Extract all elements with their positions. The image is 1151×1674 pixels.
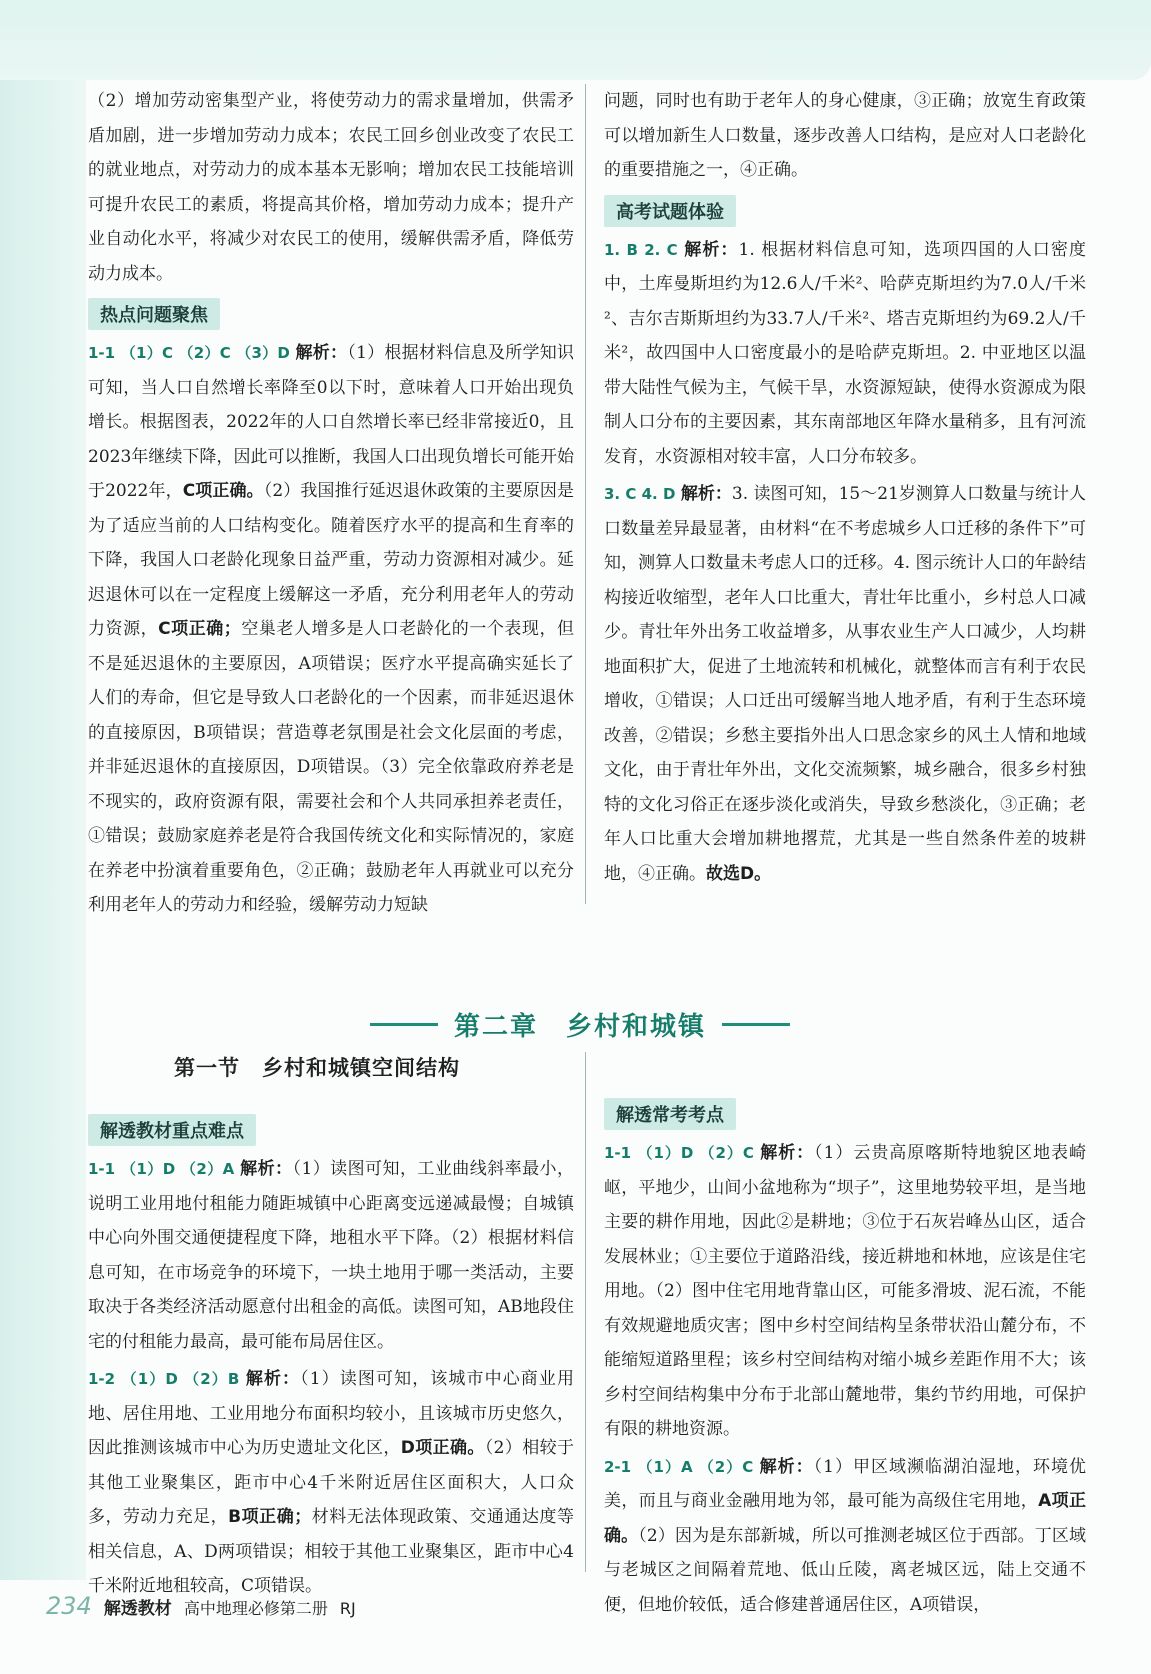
analysis-label: 解析： <box>759 1456 814 1477</box>
answer-key: （1）D （2）C <box>637 1144 754 1162</box>
page-number: 234 <box>46 1592 92 1620</box>
analysis-label: 解析： <box>245 1369 301 1389</box>
analysis-text: 1. 根据材料信息可知，选项四国的人口密度中，土库曼斯坦约为12.6人/千米²、哈萨克斯坦约为7.0人/千米²、吉尔吉斯斯坦约为33.7人/千米²、塔吉克斯坦约为69.2人/千米²，故四国中人口密度最小的是哈萨克斯坦。2. 中亚地区以温带大陆性气候为主，气候干旱，水资源短缺，使得水资源成为限制人口分布的主要因素，其东南部地区年降水量稍多，且有河流发育，水资源相对较丰富，人口分布较多。 <box>604 239 1087 467</box>
question-number: 1-1 <box>88 1160 116 1178</box>
bold-text: C项正确； <box>158 619 241 639</box>
chapter-heading <box>370 1006 790 1043</box>
page-footer <box>46 1592 356 1620</box>
bold-text: D项正确。 <box>400 1438 485 1458</box>
analysis-label: 解析： <box>680 484 732 504</box>
answer-block <box>604 477 1086 891</box>
analysis-text: （2）相较于其他工业聚集区，距市中心4千米附近居住区面积大，人口众多，劳动力充足， <box>88 1438 574 1527</box>
answer-key: （1）D （2）A <box>120 1160 235 1178</box>
analysis-text: 3. 读图可知，15～21岁测算人口数量与统计人口数量差异最显著，由材料“在不考虑城乡人口迁移的条件下”可知，测算人口数量未考虑人口的迁移。4. 图示统计人口的年龄结构接近收缩型，老年人口比重大，青壮年比重小，乡村总人口减少。青壮年外出务工收益增多，从事农业生产人口减少，人均耕地面积扩大，促进了土地流转和机械化，就整体而言有利于农民增收，①错误；人口迁出可缓解当地人地矛盾，有利于生态环境改善，②错误；乡愁主要指外出人口思念家乡的风土人情和地域文化，由于青壮年外出，文化交流频繁，城乡融合，很多乡村独特的文化习俗正在逐步淡化或消失，导致乡愁淡化，③正确；老年人口比重大会增加耕地撂荒，尤其是一些自然条件差的坡耕地，④正确。 <box>604 484 1087 884</box>
question-number: 2-1 <box>604 1457 632 1476</box>
analysis-text: （1）云贵高原喀斯特地貌区地表崎岖，平地少，山间小盆地称为“坝子”，这里地势较平坦，是当地主要的耕作用地，因此②是耕地；③位于石灰岩峰丛山区，适合发展林业；①主要位于道路沿线，接近耕地和林地，应该是住宅用地。（2）图中住宅用地背靠山区，可能多滑坡、泥石流，不能有效规避地质灾害；图中乡村空间结构呈条带状沿山麓分布，不能缩短道路里程；该乡村空间结构对缩小城乡差距作用不大；该乡村空间结构集中分布于北部山麓地带，集约节约用地，可保护有限的耕地资源。 <box>604 1143 1087 1439</box>
book-subject: 高中地理必修第二册 <box>183 1599 328 1618</box>
analysis-text: 空巢老人增多是人口老龄化的一个表现，但不是延迟退休的主要原因，A项错误；医疗水平提高确实延长了人们的寿命，但它是导致人口老龄化的一个因素，而非延迟退休的直接原因，B项错误；营造尊老氛围是社会文化层面的考虑，并非延迟退休的直接原因，D项错误。（3）完全依靠政府养老是不现实的，政府资源有限，需要社会和个人共同承担养老责任，①错误；鼓励家庭养老是符合我国传统文化和实际情况的，家庭在养老中扮演着重要角色，②正确；鼓励老年人再就业可以充分利用老年人的劳动力和经验，缓解劳动力短缺 <box>88 619 575 915</box>
analysis-text: （2）因为是东部新城，所以可推测老城区位于西部。丁区域与老城区之间隔着荒地、低山丘陵，离老城区远，陆上交通不便，但地价较低，适合修建普通居住区，A项错误， <box>604 1525 1086 1615</box>
answer-block <box>88 1362 574 1604</box>
bold-text: 故选D。 <box>706 863 772 884</box>
analysis-label: 解析： <box>760 1143 815 1163</box>
answer-key: （1）C （2）C （3）D <box>120 344 290 362</box>
question-number: 1-1 <box>88 344 116 362</box>
analysis-text: （1）甲区域濒临湖泊湿地，环境优美，而且与商业金融用地为邻，最可能为高级住宅用地， <box>604 1456 1087 1511</box>
left-column-top <box>88 84 574 926</box>
analysis-text: 材料无法体现政策、交通通达度等相关信息，A、D两项错误；相较于其他工业聚集区，距市中心4千米附近地租较高，C项错误。 <box>88 1507 575 1596</box>
answer-block <box>604 1450 1086 1623</box>
top-decor-band <box>0 0 1151 80</box>
analysis-text: （1）读图可知，工业曲线斜率最小，说明工业用地付租能力随距城镇中心距离变远递减最慢；自城镇中心向外围交通便捷程度下降，地租水平下降。（2）根据材料信息可知，在市场竞争的环境下，一块土地用于哪一类活动，主要取决于各类经济活动愿意付出租金的高低。读图可知，AB地段住宅的付租能力最高，最可能布局居住区。 <box>88 1159 575 1352</box>
chapter-rule-right <box>722 1023 790 1026</box>
paragraph: （2）增加劳动密集型产业，将使劳动力的需求量增加，供需矛盾加剧，进一步增加劳动力成本；农民工回乡创业改变了农民工的就业地点，对劳动力的成本基本无影响；增加农民工技能培训可提升农民工的素质，将提高其价格，增加劳动力成本；提升产业自动化水平，将减少对农民工的使用，缓解供需矛盾，降低劳动力成本。 <box>88 91 574 284</box>
question-number: 1. B 2. C <box>604 240 678 259</box>
question-number: 3. C 4. D <box>604 485 676 503</box>
bold-text: A项正确。 <box>604 1491 1086 1546</box>
answer-block <box>88 1152 574 1359</box>
analysis-text: （1）读图可知，该城市中心商业用地、居住用地、工业用地分布面积均较小，且该城市历史悠久，因此推测该城市中心为历史遗址文化区， <box>88 1369 575 1458</box>
column-divider-bottom <box>585 1052 586 1572</box>
analysis-label: 解析： <box>684 239 739 260</box>
book-title: 解透教材 <box>103 1599 172 1619</box>
section-heading: 高考试题体验 <box>604 195 736 227</box>
analysis-text: （2）我国推行延迟退休政策的主要原因是为了适应当前的人口结构变化。随着医疗水平的提高和生育率的下降，我国人口老龄化现象日益严重，劳动力资源相对减少。延迟退休可以在一定程度上缓解这一矛盾，充分利用老年人的劳动力资源， <box>88 481 574 639</box>
paragraph: 问题，同时也有助于老年人的身心健康，③正确；放宽生育政策可以增加新生人口数量，逐步改善人口结构，是应对人口老龄化的重要措施之一，④正确。 <box>604 91 1086 180</box>
answer-block <box>604 233 1086 475</box>
answer-block <box>604 1136 1086 1447</box>
section-heading: 解透常考考点 <box>604 1098 736 1130</box>
bold-text: B项正确； <box>228 1507 312 1527</box>
column-divider-top <box>585 84 586 904</box>
section-heading: 解透教材重点难点 <box>88 1114 256 1146</box>
answer-key: （1）D （2）B <box>121 1370 240 1388</box>
section-heading: 热点问题聚焦 <box>88 298 220 330</box>
chapter-title: 第二章 乡村和城镇 <box>454 1012 707 1042</box>
question-number: 1-2 <box>88 1370 116 1388</box>
book-edition: RJ <box>339 1599 356 1618</box>
analysis-label: 解析： <box>240 1159 293 1179</box>
answer-key: （1）A （2）C <box>637 1457 754 1476</box>
left-column-bottom <box>88 1110 574 1607</box>
analysis-label: 解析： <box>295 343 348 363</box>
left-decor-band <box>0 80 86 1580</box>
right-column-bottom <box>604 1094 1086 1625</box>
answer-block <box>88 336 574 923</box>
section-title: 第一节 乡村和城镇空间结构 <box>174 1056 460 1080</box>
chapter-rule-left <box>370 1023 438 1026</box>
question-number: 1-1 <box>604 1144 632 1162</box>
analysis-text: （1）根据材料信息及所学知识可知，当人口自然增长率降至0以下时，意味着人口开始出现负增长。根据图表，2022年的人口自然增长率已经非常接近0，且2023年继续下降，因此可以推断，我国人口出现负增长可能开始于2022年， <box>88 343 574 501</box>
right-column-top <box>604 84 1086 894</box>
bold-text: C项正确。 <box>182 481 264 501</box>
